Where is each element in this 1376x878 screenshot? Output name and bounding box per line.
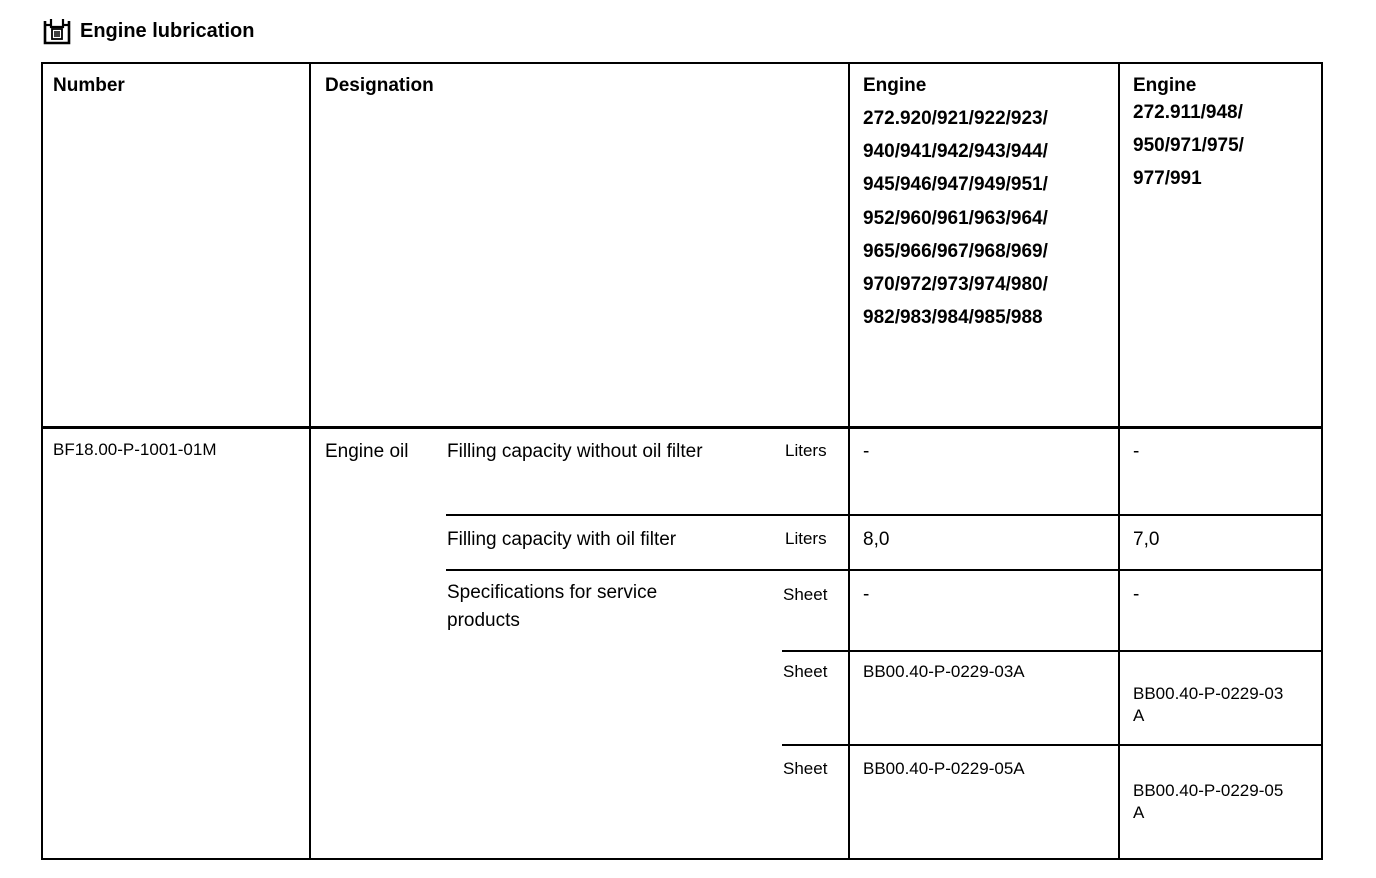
unit-label: Sheet	[783, 585, 828, 604]
item-label: Filling capacity with oil filter	[447, 529, 677, 550]
value-line: A	[1133, 803, 1145, 822]
value-engine-a: BB00.40-P-0229-05A	[863, 759, 1025, 778]
header-designation: Designation	[325, 75, 434, 96]
row-divider-3	[782, 650, 1323, 652]
section-title: Engine lubrication	[80, 19, 255, 42]
value-engine-a: -	[863, 441, 870, 462]
section-heading	[42, 14, 254, 48]
engine-b-model-line: 977/991	[1133, 168, 1202, 190]
value-engine-a: -	[863, 584, 870, 605]
unit-label: Sheet	[783, 759, 828, 778]
engine-a-model-line: 945/946/947/949/951/	[863, 174, 1048, 196]
unit-label: Sheet	[783, 662, 828, 681]
header-engine-b-label: Engine	[1133, 75, 1197, 96]
value-engine-a: 8,0	[863, 529, 890, 550]
row-divider-1	[446, 514, 1323, 516]
lubrication-table	[41, 62, 1323, 860]
header-engine-a-label: Engine	[863, 75, 927, 96]
value-engine-b	[1133, 781, 1283, 823]
engine-b-model-line: 272.911/948/	[1133, 102, 1243, 123]
engine-b-model-line: 950/971/975/	[1133, 135, 1244, 157]
value-engine-b	[1133, 684, 1283, 726]
col-divider-designation	[848, 62, 850, 860]
engine-a-model-line: 965/966/967/968/969/	[863, 240, 1048, 262]
unit-label: Liters	[785, 529, 827, 548]
value-engine-b: -	[1133, 441, 1140, 462]
col-divider-number	[309, 62, 311, 860]
value-line: BB00.40-P-0229-03	[1133, 684, 1284, 703]
item-label-line: products	[447, 610, 520, 631]
value-engine-b: 7,0	[1133, 529, 1160, 550]
value-engine-b: -	[1133, 584, 1140, 605]
row-divider-2	[446, 569, 1323, 571]
row-divider-4	[782, 744, 1323, 746]
oil-can-icon	[42, 16, 72, 46]
unit-label: Liters	[785, 441, 827, 460]
value-line: BB00.40-P-0229-05	[1133, 781, 1284, 800]
header-engine-a-models	[863, 102, 1048, 334]
header-number: Number	[53, 75, 125, 96]
engine-a-model-line: 940/941/942/943/944/	[863, 141, 1048, 163]
item-label	[447, 582, 657, 632]
item-label-line: Specifications for service	[447, 582, 658, 603]
value-engine-a: BB00.40-P-0229-03A	[863, 662, 1025, 681]
engine-a-model-line: 982/983/984/985/988	[863, 307, 1043, 329]
header-engine-b-models	[1133, 96, 1244, 196]
header-divider	[41, 426, 1323, 429]
document-number: BF18.00-P-1001-01M	[53, 440, 217, 459]
engine-a-model-line: 272.920/921/922/923/	[863, 108, 1048, 129]
value-line: A	[1133, 706, 1145, 725]
item-label: Filling capacity without oil filter	[447, 441, 703, 462]
engine-a-model-line: 952/960/961/963/964/	[863, 207, 1048, 229]
col-divider-engine	[1118, 62, 1120, 860]
group-engine-oil: Engine oil	[325, 441, 409, 462]
engine-a-model-line: 970/972/973/974/980/	[863, 274, 1048, 296]
